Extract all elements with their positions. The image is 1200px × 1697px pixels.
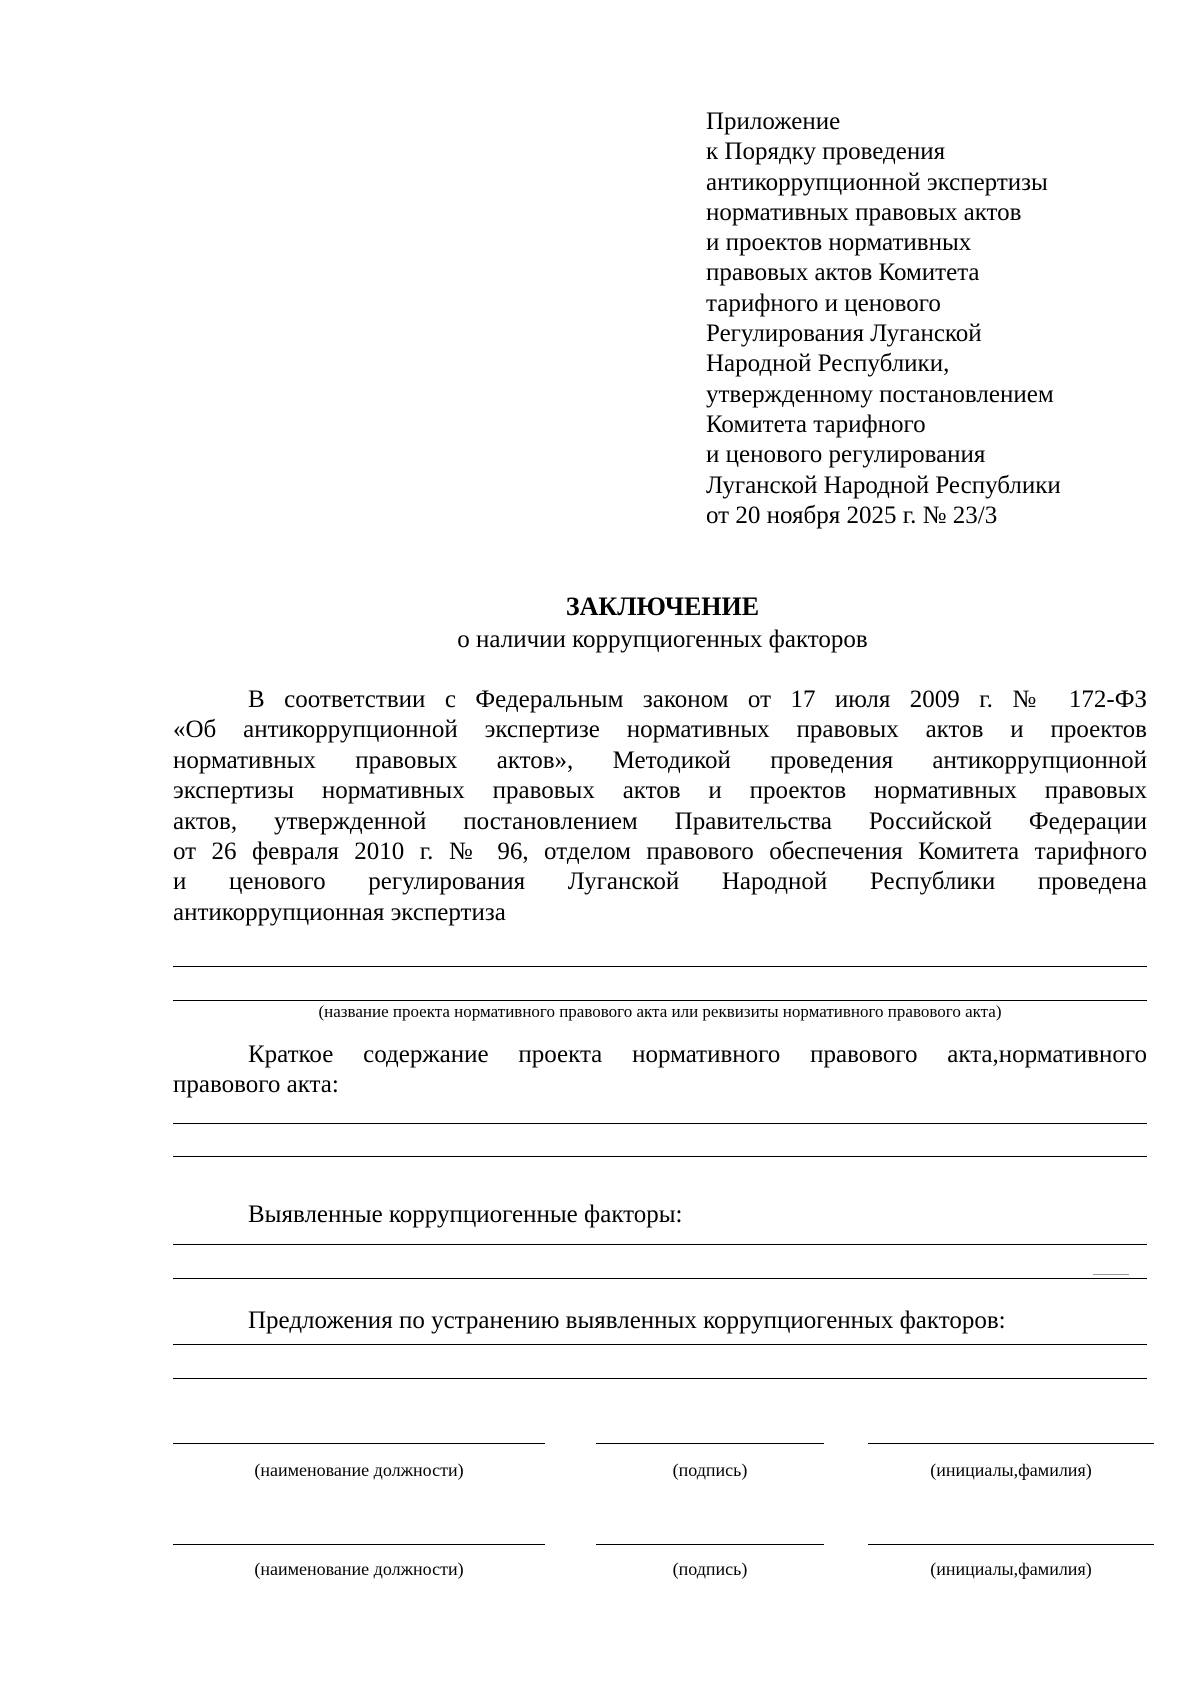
- paragraph-line: «Об антикоррупционной экспертизе нормативных правовых актов и проектов: [173, 716, 1147, 744]
- paragraph-line: экспертизы нормативных правовых актов и проектов нормативных правовых: [173, 777, 1147, 805]
- intro-paragraph: [173, 685, 1147, 928]
- paragraph-line: актов, утвержденной постановлением Правительства Российской Федерации: [173, 807, 1147, 835]
- signature-caption: (подпись): [672, 1559, 748, 1579]
- name-signature-line[interactable]: [868, 1443, 1154, 1444]
- proposals-blank-line[interactable]: [173, 1378, 1147, 1379]
- appendix-line: и ценового регулирования: [706, 441, 986, 469]
- document-subtitle: о наличии коррупциогенных факторов: [457, 626, 868, 653]
- appendix-line: Приложение: [706, 108, 841, 135]
- position-caption: (наименование должности): [254, 1559, 464, 1579]
- act-name-blank-line[interactable]: [173, 1000, 1147, 1001]
- appendix-line: и проектов нормативных: [706, 229, 972, 257]
- proposals-label: Предложения по устранению выявленных коррупциогенных факторов:: [248, 1307, 1006, 1334]
- act-name-blank-line[interactable]: [173, 966, 1147, 967]
- appendix-line: Луганской Народной Республики: [706, 471, 1061, 499]
- factors-label: Выявленные коррупциогенные факторы:: [248, 1201, 683, 1228]
- summary-blank-line[interactable]: [173, 1156, 1147, 1157]
- appendix-line: Народной Республики,: [706, 350, 950, 378]
- act-name-caption: (название проекта нормативного правового акта или реквизиты нормативного правового акта): [318, 1002, 1002, 1021]
- paragraph-line: и ценового регулирования Луганской Народной Республики проведена: [173, 868, 1147, 896]
- faint-mark: [1093, 1274, 1129, 1275]
- paragraph-line: В соответствии с Федеральным законом от 17 июля 2009 г. № 172-ФЗ: [248, 686, 1147, 713]
- appendix-line: от 20 ноября 2025 г. № 23/3: [706, 501, 998, 529]
- position-signature-line[interactable]: [173, 1544, 545, 1545]
- summary-line: Краткое содержание проекта нормативного правового акта,нормативного: [248, 1041, 1147, 1068]
- proposals-blank-line[interactable]: [173, 1344, 1147, 1345]
- position-caption: (наименование должности): [254, 1460, 464, 1480]
- appendix-header: [706, 107, 1146, 531]
- factors-blank-line[interactable]: [173, 1244, 1147, 1245]
- position-signature-line[interactable]: [173, 1443, 545, 1444]
- signature-caption: (подпись): [672, 1460, 748, 1480]
- paragraph-line: от 26 февраля 2010 г. № 96, отделом правового обеспечения Комитета тарифного: [173, 838, 1147, 866]
- appendix-line: тарифного и ценового: [706, 289, 941, 317]
- name-caption: (инициалы,фамилия): [930, 1559, 1092, 1579]
- summary-line: правового акта:: [173, 1071, 339, 1099]
- name-caption: (инициалы,фамилия): [930, 1460, 1092, 1480]
- appendix-line: к Порядку проведения: [706, 138, 946, 166]
- appendix-line: антикоррупционной экспертизы: [706, 168, 1048, 196]
- document-title: ЗАКЛЮЧЕНИЕ: [565, 592, 760, 621]
- summary-paragraph: [173, 1040, 1147, 1101]
- paragraph-line: нормативных правовых актов», Методикой проведения антикоррупционной: [173, 746, 1147, 774]
- appendix-line: нормативных правовых актов: [706, 198, 1022, 226]
- appendix-line: правовых актов Комитета: [706, 259, 980, 287]
- signature-line[interactable]: [596, 1443, 824, 1444]
- paragraph-line: антикоррупционная экспертиза: [173, 898, 506, 926]
- summary-blank-line[interactable]: [173, 1123, 1147, 1124]
- signature-line[interactable]: [596, 1544, 824, 1545]
- appendix-line: Регулирования Луганской: [706, 320, 982, 348]
- name-signature-line[interactable]: [868, 1544, 1154, 1545]
- appendix-line: утвержденному постановлением: [706, 380, 1054, 408]
- appendix-line: Комитета тарифного: [706, 410, 926, 438]
- factors-blank-line[interactable]: [173, 1278, 1147, 1279]
